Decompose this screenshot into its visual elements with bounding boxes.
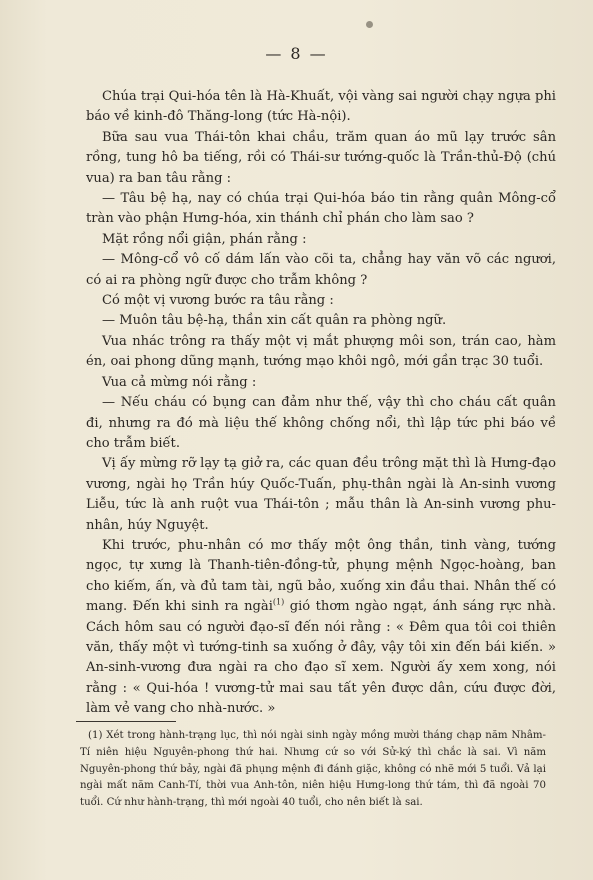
paragraph: Vị ấy mừng rỡ lạy tạ giở ra, các quan đều trông mặt thì là Hưng-đạo vương, ngài họ Trần húy Quốc-Tuấn, phụ-thân ngài là An-sinh vương Liễu, tức là anh ruột vua Thái-tôn ; mẫu thân là An-sinh vương phu-nhân, húy Nguyệt. <box>86 456 556 533</box>
body-text <box>86 87 556 720</box>
footnote <box>80 728 546 812</box>
paragraph-birth <box>86 536 556 720</box>
paragraph-birth-part2: gió thơm ngào ngạt, ánh sáng rực nhà. Cách hôm sau có người đạo-sĩ đến nói rằng : « Đêm qua tôi coi thiên văn, thấy một vì tướng-tinh sa xuống ở đây, vậy tôi xin đến bái kiến. » An-sinh-vương đưa ngài ra cho đạo sĩ xem. Người ấy xem xong, nói rằng : « Qui-hóa ! vương-tử mai sau tất yên được dân, cứu được đời, làm vẻ vang cho nhà-nước. » <box>86 599 556 717</box>
paragraph: Chúa trại Qui-hóa tên là Hà-Khuất, vội vàng sai người chạy ngựa phi báo về kinh-đô Thăng-long (tức Hà-nội). <box>86 89 556 125</box>
paragraph-birth-part1: Khi trước, phu-nhân có mơ thấy một ông thần, tinh vàng, tướng ngọc, tự xưng là Thanh-tiên-đồng-tử, phụng mệnh Ngọc-hoàng, ban cho kiếm, ấn, và đủ tam tài, ngũ bảo, xuống xin đầu thai. Nhân thế có mang. Đến khi sinh ra ngài <box>86 537 556 615</box>
footnote-divider <box>76 721 176 722</box>
paragraph: — Tâu bệ hạ, nay có chúa trại Qui-hóa báo tin rằng quân Mông-cổ tràn vào phận Hưng-hóa, xin thánh chỉ phán cho làm sao ? <box>86 191 556 227</box>
paragraph: Bữa sau vua Thái-tôn khai chầu, trăm quan áo mũ lạy trước sân rồng, tung hô ba tiếng, rồi có Thái-sư tướng-quốc là Trần-thủ-Độ (chú vua) ra ban tâu rằng : <box>86 129 556 186</box>
paragraph: Mặt rồng nổi giận, phán rằng : <box>102 231 307 247</box>
paragraph: — Nếu cháu có bụng can đảm như thế, vậy thì cho cháu cất quân đi, nhưng ra đó mà liệu thế không chống nổi, thì lập tức phi báo về cho trẫm biết. <box>86 395 556 451</box>
paragraph: Vua nhác trông ra thấy một vị mắt phượng môi son, trán cao, hàm én, oai phong dũng mạnh, tướng mạo khôi ngô, mới gần trạc 30 tuổi. <box>86 333 556 370</box>
page-number: — 8 — <box>265 44 328 63</box>
footnote-marker: (1) <box>272 597 285 607</box>
paragraph: — Mông-cổ vô cố dám lấn vào cõi ta, chẳng hay văn võ các ngươi, có ai ra phòng ngữ được cho trẫm không ? <box>86 252 556 288</box>
footnote-text: (1) Xét trong hành-trạng lục, thì nói ngài sinh ngày mồng mười tháng chạp năm Nhâm-Tí niên hiệu Nguyên-phong thứ hai. Nhưng cứ so với Sử-ký thì chắc là sai. Vì năm Nguyên-phong thứ bảy, ngài đã phụng mệnh đi đánh giặc, không có nhẽ mới 5 tuổi. Vả lại ngài mất năm Canh-Tí, thời vua Anh-tôn, niên hiệu Hưng-long thứ tám, thì đã ngoài 70 tuổi. Cứ như hành-trạng, thì mới ngoài 40 tuổi, cho nên biết là sai. <box>80 730 546 809</box>
paragraph: — Muôn tâu bệ-hạ, thần xin cất quân ra phòng ngữ. <box>102 313 447 329</box>
paragraph: Vua cả mừng nói rằng : <box>102 374 257 390</box>
paragraph: Có một vị vương bước ra tâu rằng : <box>102 293 334 309</box>
ink-spot <box>366 21 373 28</box>
